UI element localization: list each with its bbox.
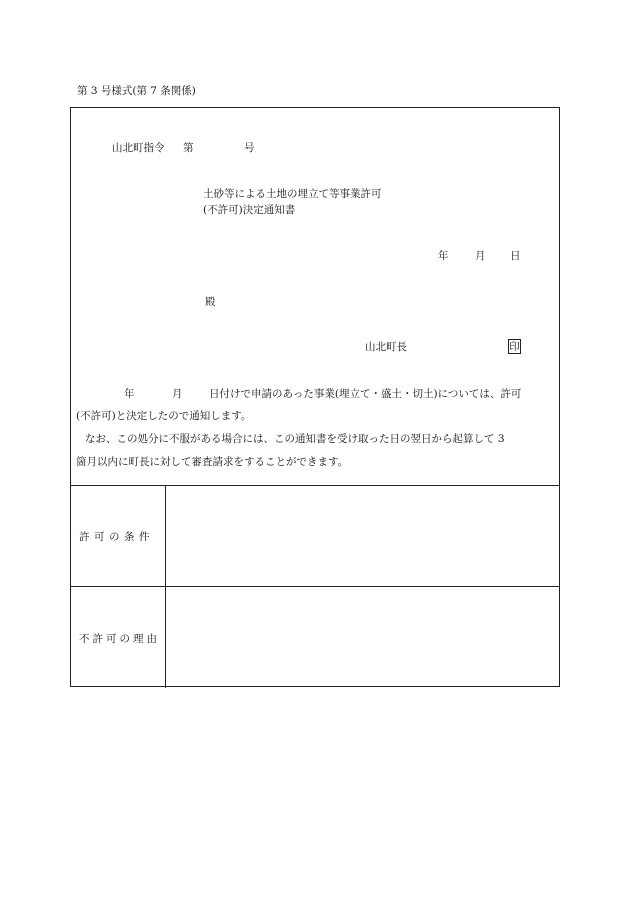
body-year: 年 (124, 388, 135, 400)
body-line-3: なお、この処分に不服がある場合には、この通知書を受け取った日の翌日から起算して 3 (85, 433, 505, 445)
body-line-1: 日付けで申請のあった事業(埋立て・盛土・切土)については、許可 (209, 388, 522, 400)
row-label-conditions: 許可の条件 (79, 531, 154, 543)
table-row-divider (71, 586, 559, 587)
table-top-border (71, 485, 559, 486)
issuer-name: 山北町長 (365, 341, 407, 353)
body-month: 月 (172, 388, 183, 400)
date-month: 月 (475, 250, 486, 262)
reference-dai: 第 (183, 142, 194, 154)
date-year: 年 (438, 250, 449, 262)
addressee-honorific: 殿 (205, 296, 216, 308)
body-line-2: (不許可)と決定したので通知します。 (76, 410, 252, 422)
reference-go: 号 (244, 142, 255, 154)
title-line-1: 土砂等による土地の埋立て等事業許可 (203, 188, 382, 200)
date-day: 日 (510, 250, 521, 262)
table-column-divider (165, 485, 166, 688)
reference-prefix: 山北町指令 (112, 142, 165, 154)
row-label-rejection-reason: 不許可の理由 (79, 633, 160, 645)
title-line-2: (不許可)決定通知書 (203, 204, 296, 216)
seal-mark: 印 (509, 341, 520, 353)
body-line-4: 箇月以内に町長に対して審査請求をすることができます。 (76, 456, 349, 468)
form-number: 第 3 号様式(第 7 条関係) (77, 85, 196, 97)
notice-form (70, 107, 560, 687)
